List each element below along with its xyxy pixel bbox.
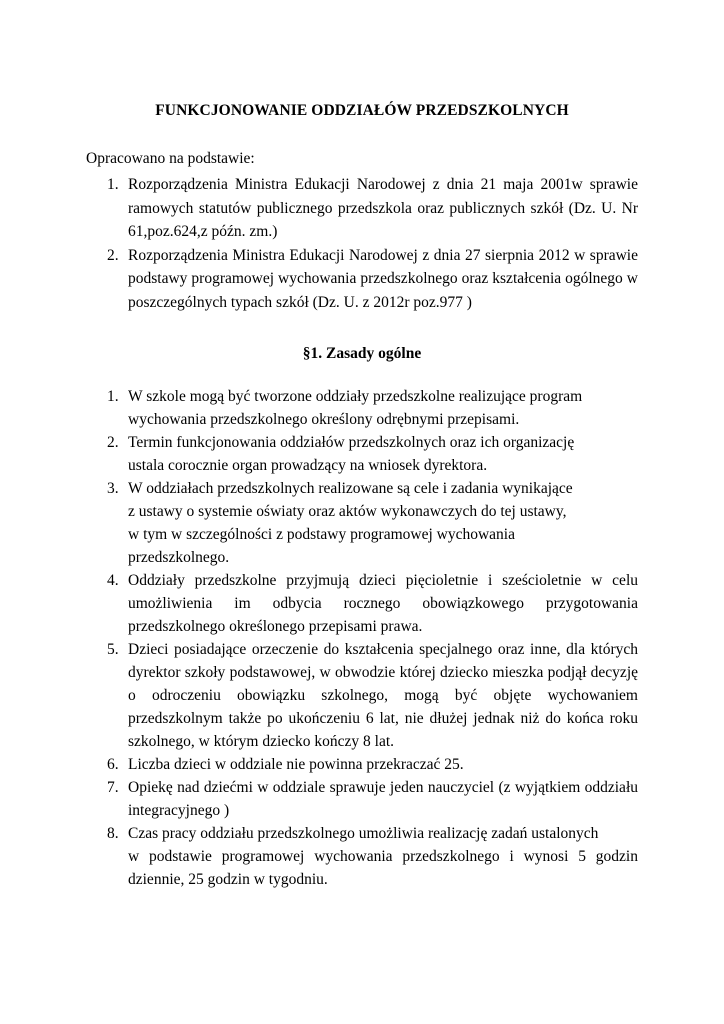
source-item [0,173,724,244]
rule-item [0,569,724,638]
list-number: 6. [107,756,119,773]
rule-text: Oddziały przedszkolne przyjmują dzieci pięcioletnie i sześcioletnie w celu umożliwienia im odbycia rocznego obowiązkowego przygotowania przedszkolnego określonego przepisami prawa. [128,572,638,635]
list-number: 7. [107,779,119,796]
list-number: 3. [107,480,119,497]
list-number: 2. [107,246,119,264]
rule-line: Liczba dzieci w oddziale nie powinna przekraczać 25. [128,756,464,773]
list-number: 1. [107,388,119,405]
source-text: Rozporządzenia Ministra Edukacji Narodowej z dnia 21 maja 2001w sprawie ramowych statutów publicznego przedszkola oraz publicznych szkół (Dz. U. Nr 61,poz.624,z późn. zm.) [128,176,638,240]
rule-line: przedszkolnego. [128,549,230,566]
rule-line: W oddziałach przedszkolnych realizowane są cele i zadania wynikające [128,480,573,497]
rule-line: z ustawy o systemie oświaty oraz aktów wykonawczych do tej ustawy, [128,503,567,520]
rules-list [0,385,724,891]
rule-line: wychowania przedszkolnego określony odrębnymi przepisami. [128,411,520,428]
document-title: FUNKCJONOWANIE ODDZIAŁÓW PRZEDSZKOLNYCH [155,102,569,119]
list-number: 8. [107,825,119,842]
source-item [0,244,724,315]
source-text: Rozporządzenia Ministra Edukacji Narodowej z dnia 27 sierpnia 2012 w sprawie podstawy programowej wychowania przedszkolnego oraz kształcenia ogólnego w poszczególnych typach szkół (Dz. U. z 2012r poz.977 ) [128,246,638,311]
rule-text: Dzieci posiadające orzeczenie do kształcenia specjalnego oraz inne, dla których dyrektor szkoły podstawowej, w obwodzie której dziecko mieszka podjął decyzję o odroczeniu obowiązku szkolnego, mogą być objęte wychowaniem przedszkolnym także po ukończeniu 6 lat, nie dłużej jednak niż do końca roku szkolnego, w którym dziecko kończy 8 lat. [128,641,638,750]
rule-item [0,822,724,891]
list-number: 5. [107,641,119,658]
rule-line: w tym w szczególności z podstawy programowej wychowania [128,526,515,543]
rule-line: ustala corocznie organ prowadzący na wniosek dyrektora. [128,457,488,474]
rule-text: Czas pracy oddziału przedszkolnego umożliwia realizację zadań ustalonych [128,825,599,842]
intro-text: Opracowano na podstawie: [86,150,255,167]
list-number: 4. [107,572,119,589]
rule-item [0,385,724,431]
rule-text-continued: w podstawie programowej wychowania przedszkolnego i wynosi 5 godzin dziennie, 25 godzin w tygodniu. [128,848,638,888]
rule-item [0,753,724,776]
sources-list [0,173,724,314]
rule-item [0,638,724,753]
rule-text: Opiekę nad dziećmi w oddziale sprawuje jeden nauczyciel (z wyjątkiem oddziału integracyjnego ) [128,779,638,819]
rule-item [0,477,724,569]
rule-line: Termin funkcjonowania oddziałów przedszkolnych oraz ich organizację [128,434,575,451]
section-heading: §1. Zasady ogólne [302,345,422,362]
list-number: 1. [107,176,119,193]
rule-item [0,776,724,822]
list-number: 2. [107,434,119,451]
rule-line: W szkole mogą być tworzone oddziały przedszkolne realizujące program [128,388,583,405]
rule-item [0,431,724,477]
